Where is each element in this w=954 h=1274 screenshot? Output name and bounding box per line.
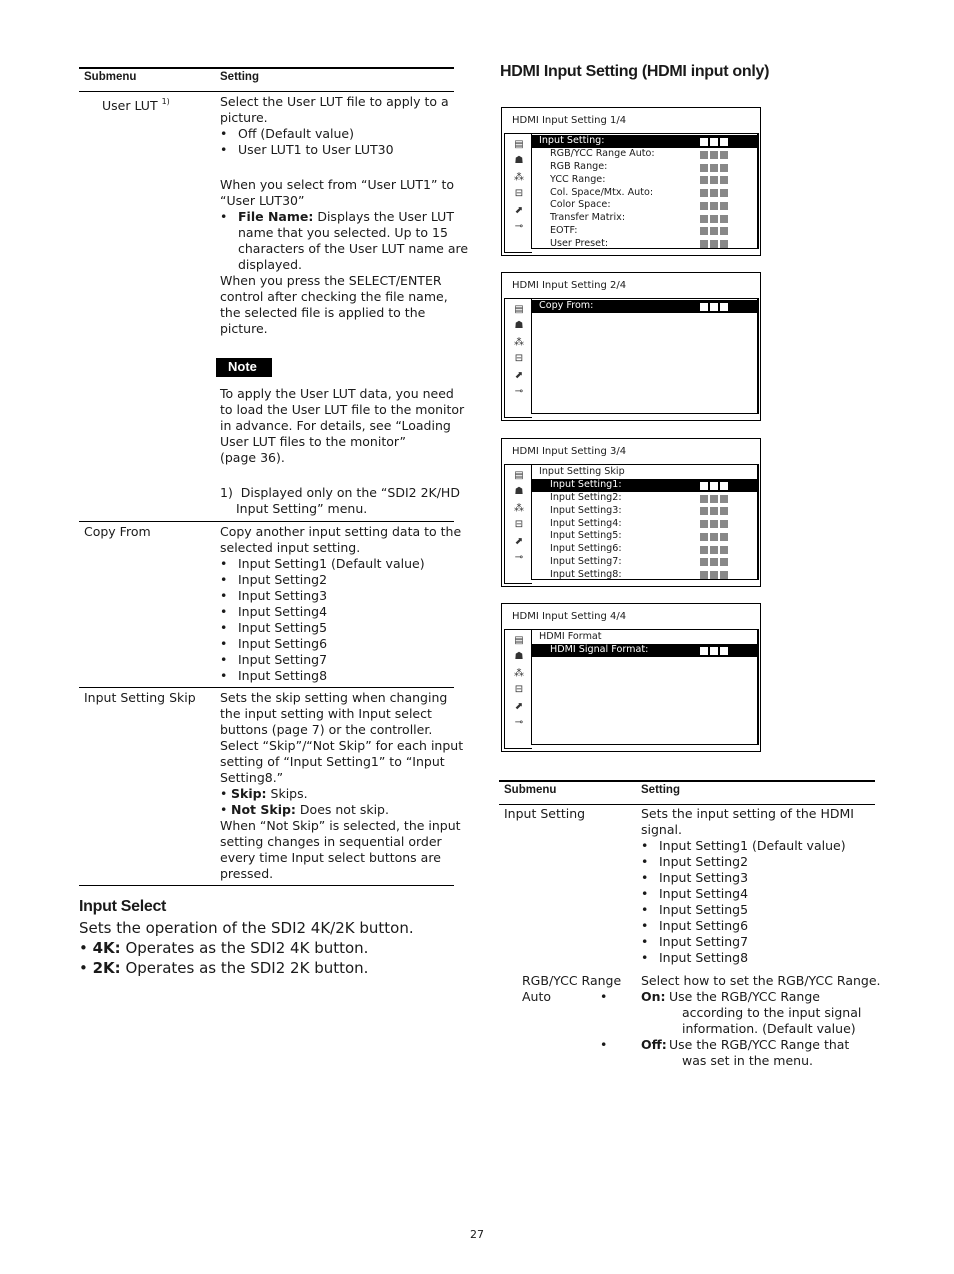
submenu-user-lut: User LUT $^{1)}$: [102, 97, 170, 113]
menu-title: HDMI Input Setting 4/4: [512, 611, 627, 622]
menu-screen-2: [501, 272, 761, 421]
wrench-icon: ⬈: [514, 536, 524, 547]
file-name-item: • File Name: Displays the User LUT: [220, 209, 452, 225]
menu-item-ycc-range[interactable]: YCC Range:: [532, 174, 757, 187]
menu-item-input-setting2[interactable]: Input Setting2:: [532, 492, 757, 505]
left-settings-table: [79, 67, 469, 889]
on-item: • On: Use the RGB/YCC Range according to the input signal information. (Default value): [600, 989, 862, 1036]
menu-item-user-preset[interactable]: User Preset:: [532, 238, 757, 251]
list-item: • Input Setting2: [220, 572, 452, 588]
key-icon: ⊸: [514, 221, 524, 232]
menu-screen-4: [501, 603, 761, 752]
list-item: • Input Setting4: [220, 604, 452, 620]
menu-list-icon: ▤: [514, 139, 524, 150]
input-select-heading: Input Select: [79, 898, 167, 915]
menu-sidebar: [504, 629, 532, 749]
menu-item-input-setting5[interactable]: Input Setting5:: [532, 530, 757, 543]
wrench-icon: ⬈: [514, 205, 524, 216]
setting-rgb-ycc-range-auto: Select how to set the RGB/YCC Range. • On: Use the RGB/YCC Range according to the input signal information. (Default value) • Off: Use the RGB/YCC Range that was set in the menu.: [600, 973, 881, 1068]
header-setting: Setting: [220, 71, 259, 83]
note-text: To apply the User LUT data, you need to load the User LUT file to the monitor in advance. For details, see “Loading User LUT files to the monitor” (page 36).: [220, 386, 465, 465]
table-top-rule: [499, 780, 875, 782]
list-item: • Input Setting8: [641, 950, 873, 966]
menu-panel: [531, 629, 759, 745]
list-item: • User LUT1 to User LUT30: [220, 142, 452, 158]
key-icon: ⊸: [514, 552, 524, 563]
menu-item-col-space-mtx-auto[interactable]: Col. Space/Mtx. Auto:: [532, 187, 757, 200]
menu-item-input-setting3[interactable]: Input Setting3:: [532, 505, 757, 518]
menu-screen-1: [501, 107, 761, 256]
right-settings-table: [499, 780, 881, 1080]
list-item: • Input Setting1 (Default value): [641, 838, 873, 854]
key-icon: ⊸: [514, 717, 524, 728]
input-select-text: Sets the operation of the SDI2 4K/2K button.: [79, 919, 414, 937]
people-icon: ☗: [514, 486, 524, 497]
toolbox-icon: ⊟: [514, 353, 524, 364]
list-item: • Input Setting4: [641, 886, 873, 902]
list-item: • Input Setting3: [220, 588, 452, 604]
submenu-copy-from: Copy From: [84, 524, 151, 539]
list-item: • Input Setting7: [220, 652, 452, 668]
menu-panel: [531, 298, 759, 414]
menu-title: HDMI Input Setting 1/4: [512, 115, 627, 126]
menu-item-input-setting7[interactable]: Input Setting7:: [532, 556, 757, 569]
table-top-rule: [79, 67, 454, 69]
menu-group-hdmi-format: HDMI Format: [539, 631, 602, 642]
menu-item-hdmi-signal-format[interactable]: HDMI Signal Format:: [532, 644, 757, 657]
note-tag: Note: [216, 358, 272, 377]
toolbox-icon: ⊟: [514, 188, 524, 199]
menu-item-input-setting4[interactable]: Input Setting4:: [532, 518, 757, 531]
list-item: • Input Setting2: [641, 854, 873, 870]
row-divider: [79, 521, 454, 522]
list-item: • Input Setting5: [641, 902, 873, 918]
menu-title: HDMI Input Setting 2/4: [512, 280, 627, 291]
off-item: • Off: Use the RGB/YCC Range that was set in the menu.: [600, 1037, 850, 1068]
list-item: • Off (Default value): [220, 126, 452, 142]
setting-user-lut: Select the User LUT file to apply to a picture. • Off (Default value) • User LUT1 to User LUT30 When you select from “User LUT1” to “User LUT30” • File Name: Displays the User LUT name that you selected. Up to 15 characters of the User LUT name are displayed. When you press the SELECT/ENTER control after checking the file name, the selected file is applied to the picture.: [220, 94, 452, 337]
menu-panel: [531, 464, 759, 580]
menu-panel: [531, 133, 759, 249]
not-skip-item: • Not Skip: Does not skip.: [220, 802, 452, 818]
menu-item-copy-from[interactable]: Copy From:: [532, 300, 757, 313]
network-icon: ⁂: [514, 172, 524, 183]
list-item: • Input Setting7: [641, 934, 873, 950]
network-icon: ⁂: [514, 503, 524, 514]
menu-sidebar: [504, 298, 532, 418]
page-number: 27: [470, 1228, 484, 1241]
table-bottom-rule: [79, 885, 454, 886]
menu-title: HDMI Input Setting 3/4: [512, 446, 627, 457]
list-item: • Input Setting8: [220, 668, 452, 684]
list-item: • Input Setting6: [641, 918, 873, 934]
list-item: • Input Setting5: [220, 620, 452, 636]
network-icon: ⁂: [514, 337, 524, 348]
wrench-icon: ⬈: [514, 370, 524, 381]
skip-item: • Skip: Skips.: [220, 786, 452, 802]
list-item: • Input Setting3: [641, 870, 873, 886]
row-divider: [79, 687, 454, 688]
input-select-4k: • 4K: Operates as the SDI2 4K button.: [79, 939, 369, 957]
menu-item-rgb-ycc-range-auto[interactable]: RGB/YCC Range Auto:: [532, 148, 757, 161]
menu-item-input-setting[interactable]: Input Setting:: [532, 135, 757, 148]
submenu-input-setting-skip: Input Setting Skip: [84, 690, 196, 705]
key-icon: ⊸: [514, 386, 524, 397]
menu-group-input-setting-skip: Input Setting Skip: [539, 466, 625, 477]
menu-list-icon: ▤: [514, 470, 524, 481]
menu-list-icon: ▤: [514, 304, 524, 315]
header-setting: Setting: [641, 784, 680, 796]
header-submenu: Submenu: [84, 71, 137, 83]
menu-screen-3: [501, 438, 761, 587]
header-rule: [79, 91, 454, 92]
menu-item-input-setting1[interactable]: Input Setting1:: [532, 479, 757, 492]
menu-item-color-space[interactable]: Color Space:: [532, 199, 757, 212]
footnote: 1) Displayed only on the “SDI2 2K/HD Input Setting” menu.: [220, 485, 460, 516]
people-icon: ☗: [514, 651, 524, 662]
list-item: • Input Setting1 (Default value): [220, 556, 452, 572]
menu-sidebar: [504, 133, 532, 253]
menu-item-transfer-matrix[interactable]: Transfer Matrix:: [532, 212, 757, 225]
header-submenu: Submenu: [504, 784, 557, 796]
submenu-rgb-ycc-range-auto: RGB/YCC Range Auto: [522, 973, 622, 1004]
menu-list-icon: ▤: [514, 635, 524, 646]
wrench-icon: ⬈: [514, 701, 524, 712]
menu-sidebar: [504, 464, 532, 584]
menu-item-input-setting8[interactable]: Input Setting8:: [532, 569, 757, 582]
people-icon: ☗: [514, 155, 524, 166]
setting-input-setting: Sets the input setting of the HDMI signal. • Input Setting1 (Default value) • Input Setting2 • Input Setting3 • Input Setting4 • Input Setting5 • Input Setting6 • Input Setting7 • Input Setting8: [641, 806, 873, 966]
hdmi-section-heading: HDMI Input Setting (HDMI input only): [500, 63, 770, 80]
network-icon: ⁂: [514, 668, 524, 679]
menu-item-rgb-range[interactable]: RGB Range:: [532, 161, 757, 174]
toolbox-icon: ⊟: [514, 519, 524, 530]
menu-item-input-setting6[interactable]: Input Setting6:: [532, 543, 757, 556]
setting-input-setting-skip: Sets the skip setting when changing the input setting with Input select buttons (page 7) or the controller. Select “Skip”/“Not Skip” for each input setting of “Input Setting1” to “Input Setting8.” • Skip: Skips. • Not Skip: Does not skip. When “Not Skip” is selected, the input setting changes in sequential order every time Input select buttons are pressed.: [220, 690, 452, 882]
input-select-2k: • 2K: Operates as the SDI2 2K button.: [79, 959, 369, 977]
menu-item-eotf[interactable]: EOTF:: [532, 225, 757, 238]
header-rule: [499, 804, 875, 805]
setting-copy-from: Copy another input setting data to the selected input setting. • Input Setting1 (Default value) • Input Setting2 • Input Setting3 • Input Setting4 • Input Setting5 • Input Setting6 • Input Setting7 • Input Setting8: [220, 524, 452, 684]
people-icon: ☗: [514, 320, 524, 331]
list-item: • Input Setting6: [220, 636, 452, 652]
toolbox-icon: ⊟: [514, 684, 524, 695]
submenu-input-setting: Input Setting: [504, 806, 586, 821]
